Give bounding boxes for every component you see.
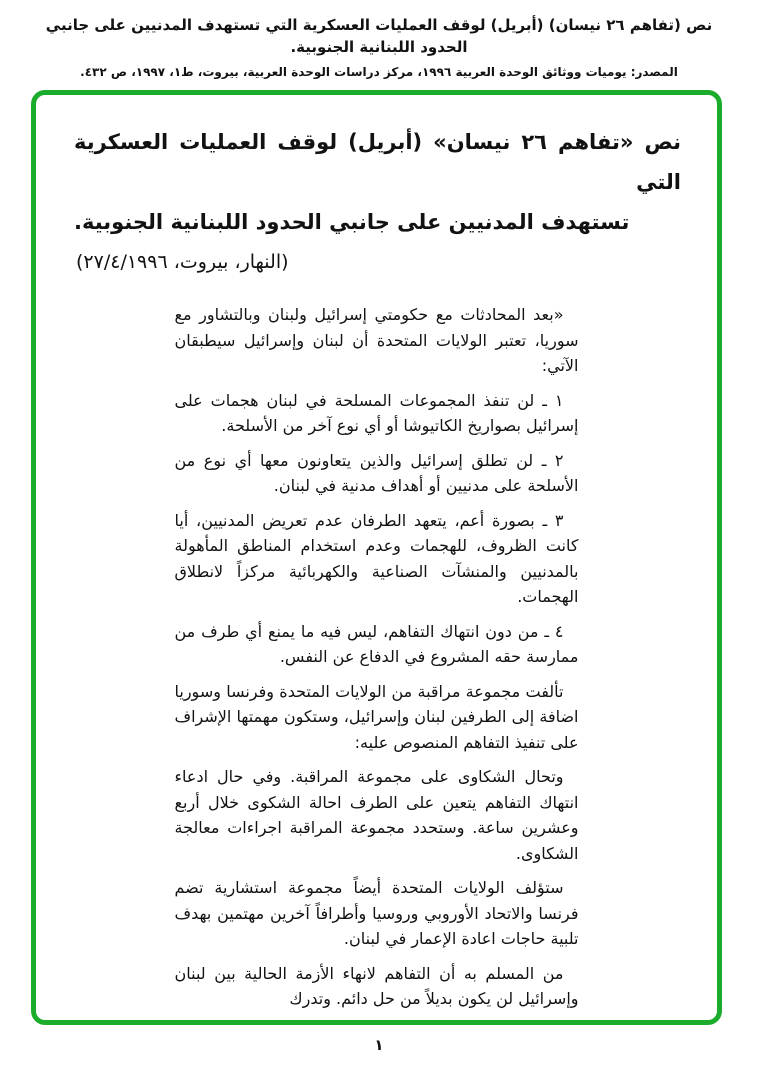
paragraph-consultative-group: ستؤلف الولايات المتحدة أيضاً مجموعة استشارية تضم فرنسا والاتحاد الأوروبي وروسيا وأطرافاً آخرين مهتمين بهدف تلبية حاجات اعادة الإعمار في لبنان. — [174, 878, 579, 948]
document-title-line1: نص «تفاهم ٢٦ نيسان» (أبريل) لوقف العمليات العسكرية التي — [74, 130, 681, 194]
header-title: نص (تفاهم ٢٦ نيسان) (أبريل) لوقف العمليات العسكرية التي تستهدف المدنيين على جانبي الحدود اللبنانية الجنوبية. — [45, 16, 713, 56]
document-frame — [31, 90, 722, 1025]
document-body — [175, 302, 579, 1012]
header-source-citation: المصدر: يوميات ووثائق الوحدة العربية ١٩٩٦، مركز دراسات الوحدة العربية، بيروت، ط١، ١٩٩٧، ص ٤٣٢. — [80, 65, 678, 79]
page-header — [0, 14, 758, 79]
paragraph-intro: «بعد المحادثات مع حكومتي إسرائيل ولبنان وبالتشاور مع سوريا، تعتبر الولايات المتحدة أن لبنان وإسرائيل سيطبقان الآتي: — [174, 305, 579, 375]
document-attribution: (النهار، بيروت، ٢٧/٤/١٩٩٦) — [76, 251, 289, 273]
paragraph-complaints: وتحال الشكاوى على مجموعة المراقبة. وفي حال ادعاء انتهاك التفاهم يتعين على الطرف احالة الشكوى خلال أربع وعشرين ساعة. وستحدد مجموعة المراقبة اجراءات معالجة الشكاوى. — [174, 767, 579, 863]
document-title — [74, 122, 681, 282]
paragraph-item-1: ١ ـ لن تنفذ المجموعات المسلحة في لبنان هجمات على إسرائيل بصواريخ الكاتيوشا أو أي نوع آخر من الأسلحة. — [174, 390, 579, 435]
paragraph-monitor-group: تألفت مجموعة مراقبة من الولايات المتحدة وفرنسا وسوريا اضافة إلى الطرفين لبنان وإسرائيل، وستكون مهمتها الإشراف على تنفيذ التفاهم المنصوص عليه: — [174, 681, 579, 752]
document-title-line2: تستهدف المدنيين على جانبي الحدود اللبنانية الجنوبية. — [74, 210, 630, 234]
paragraph-item-3: ٣ ـ بصورة أعم، يتعهد الطرفان عدم تعريض المدنيين، أيا كانت الظروف، للهجمات وعدم استخدام المناطق المأهولة بالمدنيين والمنشآت الصناعية والكهربائية مركزاً لانطلاق الهجمات. — [174, 510, 579, 606]
paragraph-closing: من المسلم به أن التفاهم لانهاء الأزمة الحالية بين لبنان وإسرائيل لن يكون بديلاً من حل دائم. وتدرك — [174, 963, 579, 1008]
page-number: ١ — [374, 1036, 384, 1054]
paragraph-item-4: ٤ ـ من دون انتهاك التفاهم، ليس فيه ما يمنع أي طرف من ممارسة حقه المشروع في الدفاع عن النفس. — [174, 621, 579, 666]
paragraph-item-2: ٢ ـ لن تطلق إسرائيل والذين يتعاونون معها أي نوع من الأسلحة على مدنيين أو أهداف مدنية في لبنان. — [174, 450, 579, 495]
